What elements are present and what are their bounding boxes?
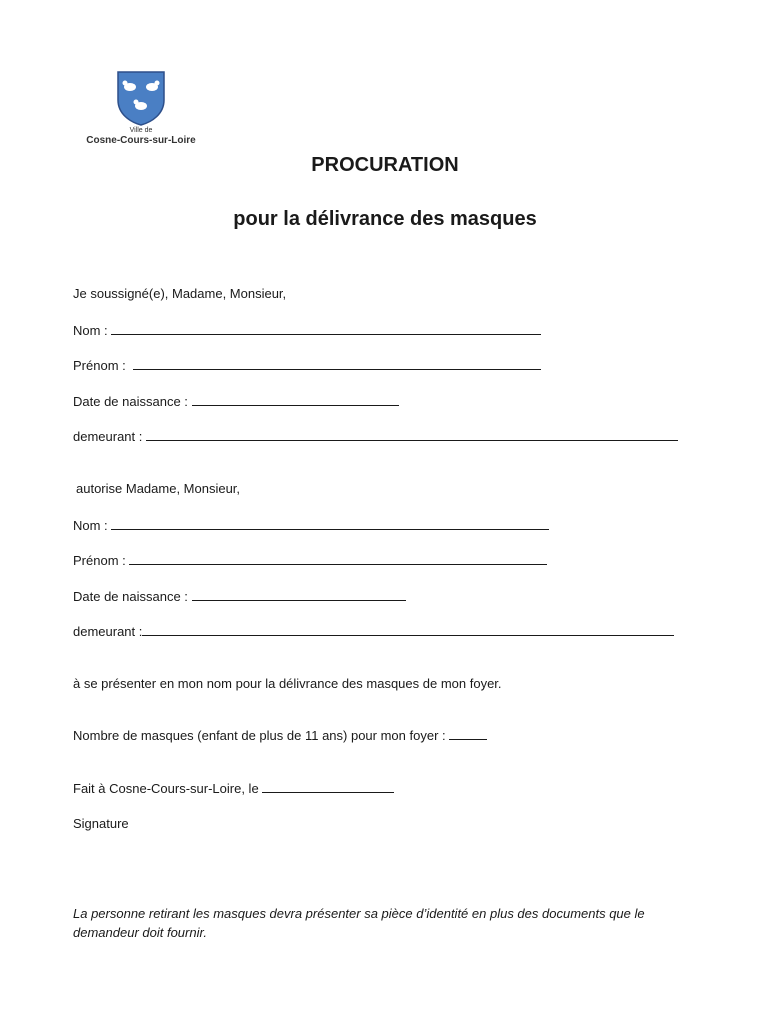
- authorize-text: [76, 481, 240, 497]
- city-shield-icon: [116, 70, 166, 126]
- done-at-label: Fait à Cosne-Cours-sur-Loire, le: [73, 781, 259, 796]
- grantor-demeurant-field[interactable]: [146, 428, 678, 441]
- grantee-date-label: Date de naissance :: [73, 589, 188, 604]
- done-at-date-field[interactable]: [262, 780, 394, 793]
- authorize-label: autorise Madame, Monsieur,: [76, 481, 241, 496]
- done-at-line: [73, 780, 394, 797]
- document-subtitle: pour la délivrance des masques: [233, 208, 537, 230]
- grantee-date-line: [73, 588, 406, 605]
- signature-label: Signature: [73, 816, 129, 831]
- grantee-prenom-label: Prénom :: [73, 553, 126, 568]
- grantee-nom-label: Nom :: [73, 518, 108, 533]
- signature-line: [73, 816, 129, 832]
- grantor-date-field[interactable]: [192, 393, 399, 406]
- grantee-prenom-field[interactable]: [129, 552, 547, 565]
- grantor-nom-line: [73, 322, 541, 339]
- masks-count-field[interactable]: [449, 727, 487, 740]
- grantor-nom-label: Nom :: [73, 323, 108, 338]
- grantor-prenom-field[interactable]: [133, 357, 541, 370]
- grantee-prenom-line: [73, 552, 547, 569]
- purpose-label: à se présenter en mon nom pour la délivrance des masques de mon foyer.: [73, 676, 502, 691]
- grantor-demeurant-label: demeurant :: [73, 429, 143, 444]
- grantor-nom-field[interactable]: [111, 322, 541, 335]
- grantor-prenom-label: Prénom :: [73, 358, 126, 373]
- grantor-demeurant-line: [73, 428, 678, 445]
- grantor-date-line: [73, 393, 399, 410]
- grantee-date-field[interactable]: [192, 588, 406, 601]
- masks-count-line: [73, 727, 487, 744]
- grantee-demeurant-label: demeurant :: [73, 624, 143, 639]
- logo-city-name: Cosne-Cours-sur-Loire: [86, 135, 196, 146]
- intro-label: Je soussigné(e), Madame, Monsieur,: [73, 286, 287, 301]
- grantee-nom-line: [73, 517, 549, 534]
- logo-ville-text: Ville de: [129, 127, 153, 134]
- document-title: PROCURATION: [311, 154, 459, 176]
- intro-text: [73, 286, 286, 302]
- grantor-prenom-line: [73, 357, 541, 374]
- grantee-nom-field[interactable]: [111, 517, 549, 530]
- grantee-demeurant-field[interactable]: [142, 623, 674, 636]
- city-logo: [78, 70, 204, 152]
- grantor-date-label: Date de naissance :: [73, 394, 188, 409]
- grantee-demeurant-line: [73, 623, 674, 640]
- purpose-text: [73, 676, 502, 692]
- masks-count-label: Nombre de masques (enfant de plus de 11 ans) pour mon foyer :: [73, 728, 446, 743]
- footer-note: La personne retirant les masques devra présenter sa pièce d’identité en plus des documents que le demandeur doit fournir.: [73, 906, 645, 940]
